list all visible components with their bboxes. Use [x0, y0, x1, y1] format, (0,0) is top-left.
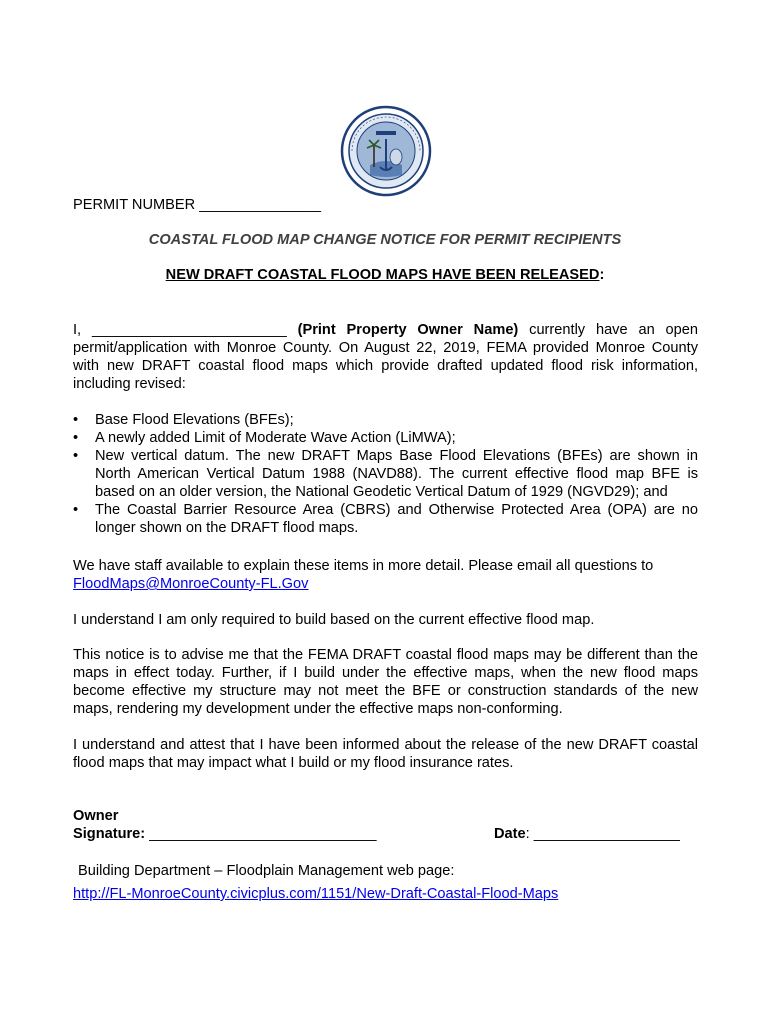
print-owner-name-label: (Print Property Owner Name): [297, 322, 519, 338]
bullet-icon: •: [73, 412, 79, 428]
bullet-icon: •: [73, 430, 79, 446]
understand-build-paragraph: I understand I am only required to build based on the current effective flood map.: [73, 612, 595, 628]
list-item: [73, 411, 698, 429]
advise-paragraph: This notice is to advise me that the FEMA DRAFT coastal flood maps may be different than the maps in effect today. Further, if I build under the effective maps, when the new flood maps become effective my structure may not meet the BFE or construction standards of the new maps, rendering my development under the effective maps non-conforming.: [73, 647, 698, 717]
signature-field[interactable]: [73, 825, 376, 843]
list-item: [73, 501, 698, 537]
released-heading: [0, 266, 770, 284]
email-link[interactable]: FloodMaps@MonroeCounty-FL.Gov: [73, 576, 309, 592]
permit-number-line: PERMIT NUMBER _______________: [73, 197, 321, 213]
web-page-link[interactable]: http://FL-MonroeCounty.civicplus.com/1151/New-Draft-Coastal-Flood-Maps: [73, 886, 559, 902]
date-field[interactable]: [494, 825, 680, 843]
list-item: [73, 429, 698, 447]
staff-text: We have staff available to explain these items in more detail. Please email all questions to: [73, 558, 654, 574]
released-heading-suffix: :: [599, 267, 605, 283]
signature-label: Signature:: [73, 826, 146, 842]
staff-paragraph: [73, 557, 698, 593]
intro-paragraph: [73, 321, 698, 393]
building-dept-label: Building Department – Floodplain Management web page:: [78, 863, 455, 879]
list-item-text: The Coastal Barrier Resource Area (CBRS) and Otherwise Protected Area (OPA) are no longer shown on the DRAFT flood maps.: [95, 502, 698, 536]
date-line: : __________________: [525, 826, 680, 842]
bullet-icon: •: [73, 502, 79, 518]
web-page-link-row: [73, 885, 558, 903]
owner-label: Owner: [73, 808, 119, 824]
notice-title: COASTAL FLOOD MAP CHANGE NOTICE FOR PERMIT RECIPIENTS: [148, 232, 622, 248]
intro-rest: currently have an open permit/application with Monroe County. On August 22, 2019, FEMA provided Monroe County with new DRAFT coastal flood maps which provide drafted updated flood risk information, including revised:: [73, 322, 698, 392]
revisions-list: [73, 411, 698, 537]
list-item-text: Base Flood Elevations (BFEs);: [95, 412, 294, 428]
county-seal-icon: [340, 105, 432, 197]
list-item-text: A newly added Limit of Moderate Wave Action (LiMWA);: [95, 430, 456, 446]
signature-line: ____________________________: [145, 826, 377, 842]
intro-prefix: I, ________________________: [73, 322, 298, 338]
list-item-text: New vertical datum. The new DRAFT Maps Base Flood Elevations (BFEs) are shown in North American Vertical Datum 1988 (NAVD88). The current effective flood map BFE is based on an older version, the National Geodetic Vertical Datum of 1929 (NGVD29); and: [95, 448, 698, 500]
bullet-icon: •: [73, 448, 79, 464]
date-label: Date: [494, 826, 526, 842]
list-item: [73, 447, 698, 501]
released-heading-text: NEW DRAFT COASTAL FLOOD MAPS HAVE BEEN RELEASED: [165, 267, 600, 283]
attest-paragraph: I understand and attest that I have been informed about the release of the new DRAFT coastal flood maps that may impact what I build or my flood insurance rates.: [73, 737, 698, 771]
